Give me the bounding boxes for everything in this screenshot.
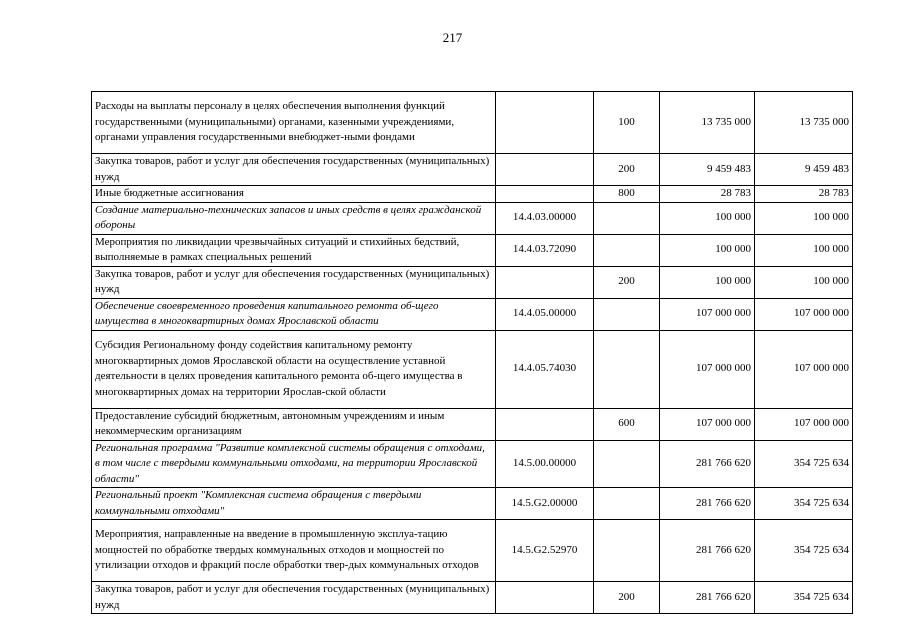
row-amount-year1-cell: 107 000 000 [660,408,755,440]
table-row [92,330,853,408]
row-amount-year2-cell: 354 725 634 [755,520,853,582]
row-amount-year1-cell: 100 000 [660,202,755,234]
row-expense-type-cell [594,488,660,520]
row-amount-year2-cell: 354 725 634 [755,582,853,614]
row-expense-type-cell [594,234,660,266]
table-row [92,266,853,298]
row-code-cell [496,582,594,614]
table-row [92,186,853,203]
row-amount-year2-cell: 354 725 634 [755,488,853,520]
table-row [92,92,853,154]
table-row [92,440,853,488]
row-amount-year1-cell: 107 000 000 [660,298,755,330]
row-amount-year1-cell: 281 766 620 [660,520,755,582]
row-amount-year2-cell: 107 000 000 [755,330,853,408]
row-code-cell [496,154,594,186]
row-code-cell: 14.4.03.00000 [496,202,594,234]
row-expense-type-cell: 200 [594,266,660,298]
row-expense-type-cell [594,298,660,330]
row-amount-year2-cell: 13 735 000 [755,92,853,154]
row-name-cell: Иные бюджетные ассигнования [92,186,496,203]
row-code-cell [496,186,594,203]
row-amount-year2-cell: 9 459 483 [755,154,853,186]
budget-table [91,91,853,614]
row-code-cell: 14.5.G2.00000 [496,488,594,520]
row-code-cell: 14.4.03.72090 [496,234,594,266]
row-name-cell: Региональный проект "Комплексная система обращения с твердыми коммунальными отходами" [92,488,496,520]
row-code-cell: 14.5.G2.52970 [496,520,594,582]
row-expense-type-cell: 800 [594,186,660,203]
row-name-cell: Обеспечение своевременного проведения капитального ремонта об-щего имущества в многоквартирных домах Ярославской области [92,298,496,330]
table-row [92,234,853,266]
table-row [92,298,853,330]
row-name-cell: Закупка товаров, работ и услуг для обеспечения государственных (муниципальных) нужд [92,154,496,186]
row-amount-year2-cell: 100 000 [755,202,853,234]
row-name-cell: Закупка товаров, работ и услуг для обеспечения государственных (муниципальных) нужд [92,582,496,614]
table-row [92,408,853,440]
row-expense-type-cell [594,330,660,408]
row-amount-year1-cell: 281 766 620 [660,582,755,614]
row-amount-year2-cell: 28 783 [755,186,853,203]
row-amount-year2-cell: 100 000 [755,234,853,266]
row-name-cell: Предоставление субсидий бюджетным, автономным учреждениям и иным некоммерческим организациям [92,408,496,440]
row-amount-year1-cell: 281 766 620 [660,488,755,520]
row-expense-type-cell: 100 [594,92,660,154]
row-name-cell: Региональная программа "Развитие комплексной системы обращения с отходами, в том числе с твердыми коммунальными отходами, на территории Ярославской области" [92,440,496,488]
row-amount-year2-cell: 107 000 000 [755,298,853,330]
row-amount-year1-cell: 281 766 620 [660,440,755,488]
row-expense-type-cell: 200 [594,154,660,186]
row-amount-year1-cell: 107 000 000 [660,330,755,408]
table-row [92,202,853,234]
row-name-cell: Субсидия Региональному фонду содействия капитальному ремонту многоквартирных домов Ярославской области на осуществление уставной деятельности в целях проведения капитального ремонта об-щего имущества в многоквартирных домах на территории Ярослав-ской области [92,330,496,408]
table-row [92,520,853,582]
page-number: 217 [442,30,463,45]
row-code-cell [496,266,594,298]
row-name-cell: Мероприятия по ликвидации чрезвычайных ситуаций и стихийных бедствий, выполняемые в рамках специальных решений [92,234,496,266]
row-amount-year2-cell: 107 000 000 [755,408,853,440]
table-body [92,92,853,614]
row-name-cell: Мероприятия, направленные на введение в промышленную эксплуа-тацию мощностей по обработке твердых коммунальных отходов и мощностей по утилизации отходов и фракций после обработки твер-дых коммунальных отходов [92,520,496,582]
row-amount-year1-cell: 100 000 [660,266,755,298]
row-amount-year1-cell: 28 783 [660,186,755,203]
row-expense-type-cell [594,520,660,582]
row-amount-year2-cell: 100 000 [755,266,853,298]
row-amount-year1-cell: 100 000 [660,234,755,266]
row-code-cell [496,92,594,154]
row-expense-type-cell [594,440,660,488]
row-name-cell: Закупка товаров, работ и услуг для обеспечения государственных (муниципальных) нужд [92,266,496,298]
row-code-cell [496,408,594,440]
table-row [92,488,853,520]
row-expense-type-cell: 200 [594,582,660,614]
row-code-cell: 14.5.00.00000 [496,440,594,488]
row-amount-year2-cell: 354 725 634 [755,440,853,488]
row-name-cell: Создание материально-технических запасов и иных средств в целях гражданской обороны [92,202,496,234]
row-name-cell: Расходы на выплаты персоналу в целях обеспечения выполнения функций государственными (муниципальными) органами, казенными учреждениями, органами управления государственными внебюджет-ными фондами [92,92,496,154]
row-amount-year1-cell: 13 735 000 [660,92,755,154]
table-row [92,154,853,186]
table-row [92,582,853,614]
row-amount-year1-cell: 9 459 483 [660,154,755,186]
row-expense-type-cell [594,202,660,234]
row-expense-type-cell: 600 [594,408,660,440]
row-code-cell: 14.4.05.00000 [496,298,594,330]
row-code-cell: 14.4.05.74030 [496,330,594,408]
